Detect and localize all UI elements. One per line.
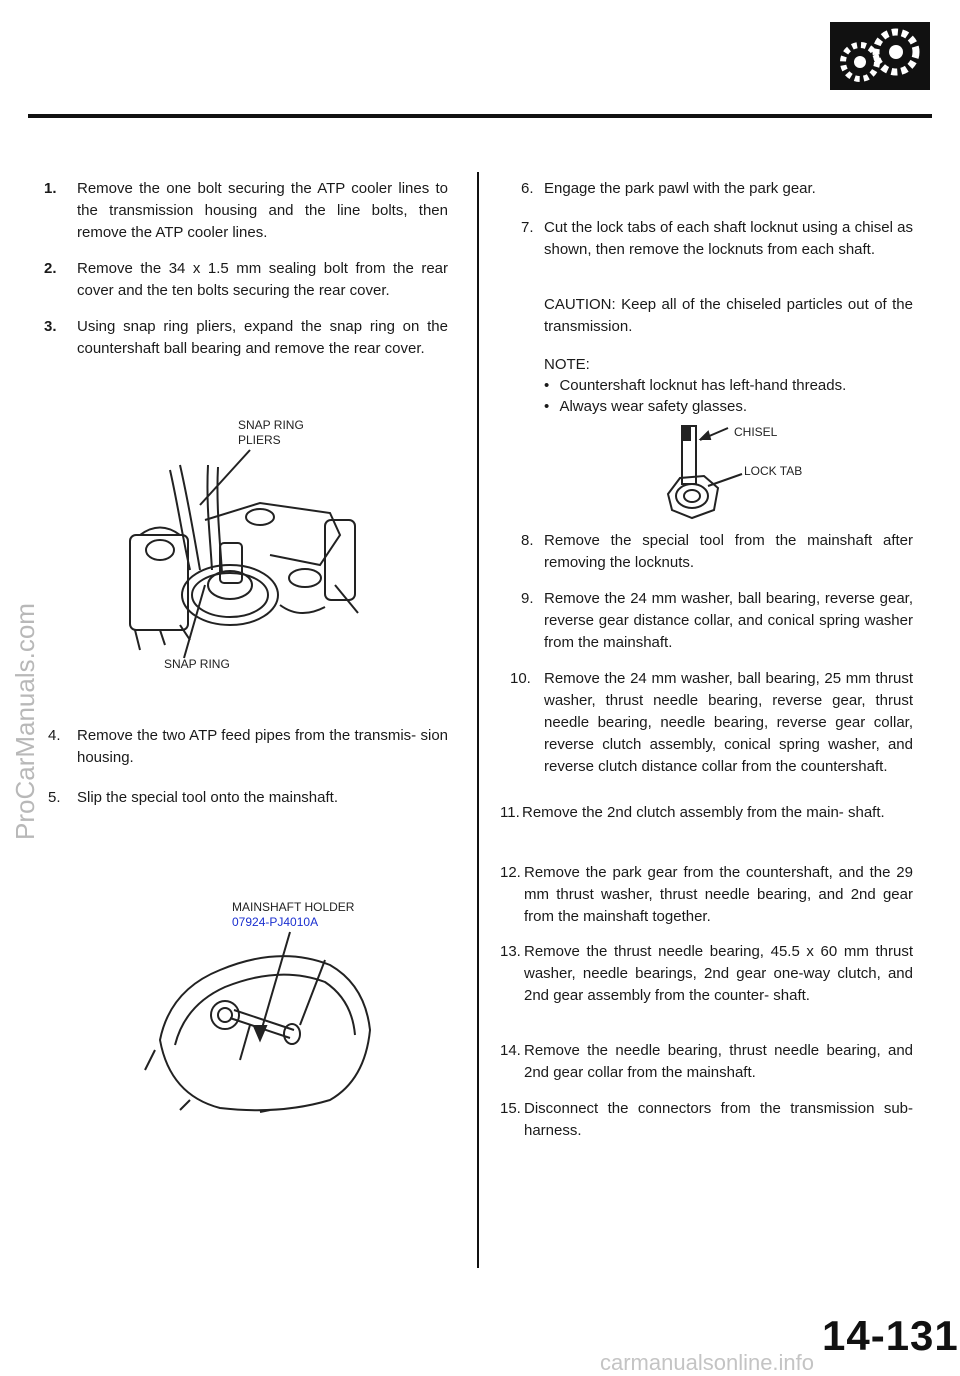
label-snap-ring-pliers-1: SNAP RING xyxy=(238,418,304,432)
section-emblem xyxy=(830,22,930,90)
label-lock-tab: LOCK TAB xyxy=(744,464,803,478)
step-text: Remove the 2nd clutch assembly from the main- shaft. xyxy=(522,804,885,821)
step-number: 14. xyxy=(500,1042,521,1059)
footer-watermark: carmanualsonline.info xyxy=(600,1350,815,1375)
step-text: Remove the one bolt securing the ATP cooler lines to the transmission housing and the line bolts, then remove the ATP cooler lines. xyxy=(77,180,448,241)
step-number: 4. xyxy=(48,727,61,744)
snap-ring-pliers-illustration xyxy=(120,445,380,660)
step-text: Engage the park pawl with the park gear. xyxy=(544,180,816,197)
side-watermark: ProCarManuals.com xyxy=(10,603,40,840)
gears-icon xyxy=(830,22,930,90)
step-text: Remove the two ATP feed pipes from the transmis- sion housing. xyxy=(77,727,448,766)
step-text: Remove the 24 mm washer, ball bearing, 25 mm thrust washer, thrust needle bearing, reverse gear, thrust needle bearing, needle bearing, reverse gear collar, reverse clutch assembly, conical spring washer, and reverse clutch distance collar from the countershaft. xyxy=(544,670,913,775)
step-number: 10. xyxy=(510,670,531,687)
label-snap-ring-pliers-2: PLIERS xyxy=(238,433,281,447)
step-number: 2. xyxy=(44,260,57,277)
page-number: 14-131 xyxy=(822,1312,959,1359)
step-number: 1. xyxy=(44,180,57,197)
step-text: Cut the lock tabs of each shaft locknut using a chisel as shown, then remove the locknuts from each shaft. xyxy=(544,219,913,258)
step-number: 5. xyxy=(48,789,61,806)
step-number: 6. xyxy=(521,180,534,197)
column-divider xyxy=(477,172,479,1268)
step-text: Using snap ring pliers, expand the snap ring on the countershaft ball bearing and remove the rear cover. xyxy=(77,318,448,357)
note-item-1: • Countershaft locknut has left-hand threads. xyxy=(544,377,847,394)
step-text: Remove the special tool from the mainshaft after removing the locknuts. xyxy=(544,532,913,571)
step-number: 3. xyxy=(44,318,57,335)
step-number: 12. xyxy=(500,864,521,881)
header-rule xyxy=(28,114,932,118)
step-number: 13. xyxy=(500,943,521,960)
step-number: 8. xyxy=(521,532,534,549)
bullet: • xyxy=(544,398,550,415)
step-text: Remove the thrust needle bearing, 45.5 x 60 mm thrust washer, needle bearings, 2nd gear one-way clutch, and 2nd gear assembly from the counter- shaft. xyxy=(524,943,913,1004)
step-number: 11. xyxy=(500,804,520,821)
label-chisel: CHISEL xyxy=(734,425,778,439)
note-item-2: • Always wear safety glasses. xyxy=(544,398,748,415)
step-text: Disconnect the connectors from the transmission sub-harness. xyxy=(524,1100,913,1139)
step-text: Remove the needle bearing, thrust needle bearing, and 2nd gear collar from the mainshaft. xyxy=(524,1042,913,1081)
step-text: Remove the 24 mm washer, ball bearing, reverse gear, reverse gear distance collar, and conical spring washer from the mainshaft. xyxy=(544,590,913,651)
tool-part-number: 07924-PJ4010A xyxy=(232,915,319,929)
step-number: 9. xyxy=(521,590,534,607)
bullet: • xyxy=(544,377,550,394)
label-snap-ring: SNAP RING xyxy=(164,657,230,671)
mainshaft-holder-illustration xyxy=(130,930,380,1115)
step-number: 7. xyxy=(521,219,534,236)
note-title: NOTE: xyxy=(544,356,590,373)
label-mainshaft-holder: MAINSHAFT HOLDER xyxy=(232,900,355,914)
caution-text: CAUTION: Keep all of the chiseled particles out of the transmission. xyxy=(544,296,913,335)
step-text: Remove the 34 x 1.5 mm sealing bolt from the rear cover and the ten bolts securing the rear cover. xyxy=(77,260,448,299)
step-text: Remove the park gear from the countershaft, and the 29 mm thrust washer, thrust needle bearing, and 2nd gear from the mainshaft together. xyxy=(524,864,913,925)
step-text: Slip the special tool onto the mainshaft. xyxy=(77,789,338,806)
step-number: 15. xyxy=(500,1100,521,1117)
